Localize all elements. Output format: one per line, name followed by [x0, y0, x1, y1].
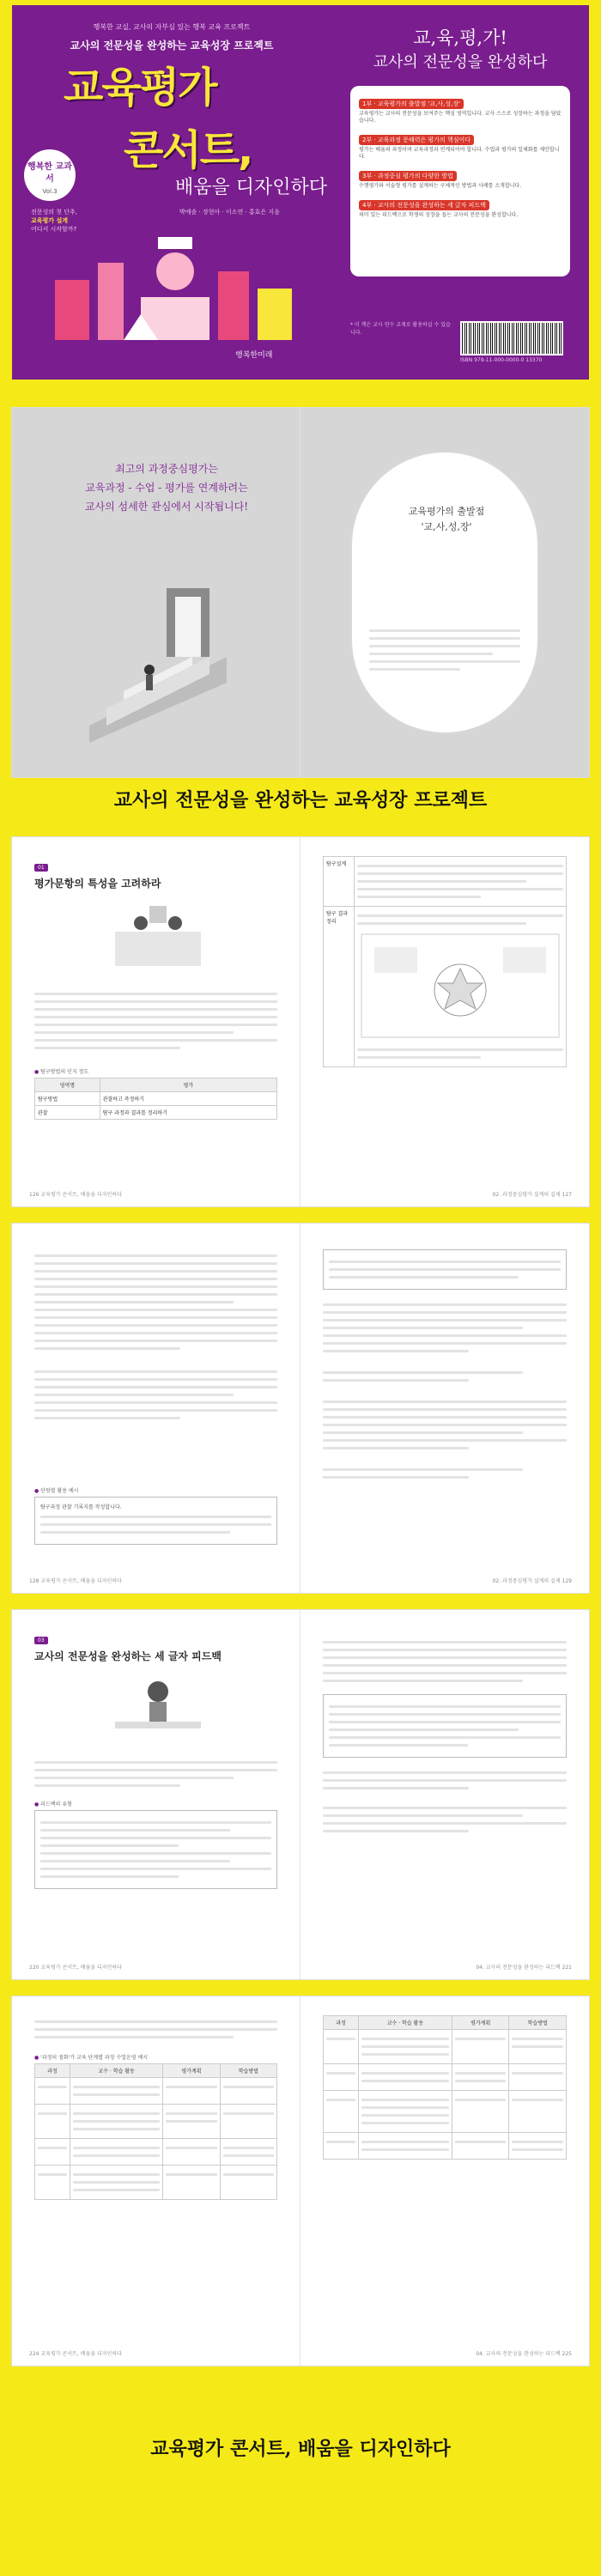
example-box: [34, 1481, 277, 1545]
quote-line: 교사의 섬세한 관심에서 시작됩니다!: [84, 501, 249, 513]
chapter-header: [34, 856, 277, 890]
right-page: [300, 1224, 589, 1593]
data-table: [34, 1078, 277, 1120]
table-title: ● '과정의 점화'가 교육 단계별 과정 수업운영 예시: [34, 2055, 149, 2061]
banner-subtitle: 교사의 전문성을 완성하는 교육성장 프로젝트: [113, 789, 488, 811]
back-item-text: 수행평가와 서술형 평가를 설계하는 구체적인 방법과 사례를 소개합니다.: [359, 183, 522, 189]
table-cell: 탐구설계: [324, 857, 355, 907]
table-header: 학습방법: [220, 2064, 276, 2078]
cover-top-text: 행복한 교실, 교사의 자부심 있는 행복 교육 프로젝트: [93, 23, 251, 31]
table-row: [324, 2030, 567, 2064]
table-cell: 관찰: [35, 1106, 100, 1120]
back-item-text: 의미 있는 피드백으로 학생의 성장을 돕는 교사의 전문성을 완성합니다.: [359, 212, 519, 218]
table-row: [324, 907, 567, 1067]
cover-note-3: 어디서 시작할까?: [31, 226, 77, 233]
back-item-tag: 2부 · 교육과정 문해력은 평가의 핵심이다: [359, 135, 474, 145]
cover-title-line3: 배움을 디자인하다: [175, 177, 328, 198]
lesson-table: [34, 2063, 277, 2200]
table-title-text: '과정의 점화'가 교육 단계별 과정 수업운영 예시: [40, 2055, 149, 2061]
table-header: 평가계획: [163, 2064, 220, 2078]
cover-subtitle: 교사의 전문성을 완성하는 교육성장 프로젝트: [70, 39, 274, 52]
folio-right: 04. 교사의 전문성을 완성하는 피드백 225: [476, 2351, 572, 2357]
folio-left: 224 교육평가 콘서트, 배움을 디자인하다: [29, 2351, 122, 2357]
table-row: [324, 2133, 567, 2160]
back-note: * 이 책은 교사 연수 교재로 활용하실 수 있습니다.: [350, 322, 451, 336]
callout-box: [323, 1694, 567, 1758]
diagram-figure: [357, 930, 563, 1042]
series-badge: [24, 149, 76, 201]
folio-right: 02. 과정중심평가 설계의 실제 127: [492, 1192, 572, 1198]
banner-title: 교육평가 콘서트, 배움을 디자인하다: [150, 2438, 451, 2460]
spread-content-2: [12, 1224, 589, 1593]
cover-note-2: 교육평가 설계: [31, 217, 69, 224]
table-header: 과정: [324, 2016, 359, 2030]
back-item-tag: 1부 · 교육평가의 출발점 '교,사,성,장': [359, 99, 464, 109]
back-item: [359, 129, 562, 161]
table-header: 평가: [100, 1078, 276, 1092]
body-text: [34, 1756, 277, 1792]
left-page: [12, 408, 300, 777]
quote-line: 교육과정 - 수업 - 평가를 연계하려는: [85, 482, 248, 494]
cover-title-line1: 교육평가: [64, 64, 216, 112]
table-cell: 탐구 과정과 결과를 정리하기: [100, 1106, 276, 1120]
cover-authors: 박예솔 · 장현아 · 이소연 · 홍효은 지음: [179, 209, 280, 216]
design-table: [323, 856, 567, 1067]
back-heading-1: 교,육,평,가!: [413, 27, 507, 48]
spread-content-1: [12, 837, 589, 1206]
cover-front: [12, 5, 331, 380]
spread-chapter-opener: [12, 408, 589, 777]
example-content: [34, 1497, 277, 1545]
cover-illustration: [46, 228, 304, 357]
opener-quote: [72, 459, 261, 516]
chapter-title-line2: '교,사,성,장': [421, 521, 472, 532]
lesson-table-block: [34, 2048, 277, 2200]
feedback-content: [34, 1810, 277, 1889]
folio-left: 220 교육평가 콘서트, 배움을 디자인하다: [29, 1965, 122, 1971]
box-label: ● 피드백의 유형: [34, 1801, 72, 1807]
staircase-illustration: [72, 554, 244, 743]
back-item: [359, 165, 562, 190]
table-label-text: 탐구방법의 인지 정도: [40, 1069, 89, 1075]
chapter-title: 평가문항의 특성을 고려하라: [34, 878, 161, 890]
box-label: ● 단원별 활용 예시: [34, 1488, 79, 1494]
cover-note-1: 전문성의 첫 단추,: [31, 209, 78, 216]
back-item: [359, 194, 562, 219]
publisher-logo: 행복한미래: [235, 351, 273, 360]
table-row: [35, 1106, 277, 1120]
table-cell: 관찰하고 측정하기: [100, 1092, 276, 1106]
callout-box: [323, 1249, 567, 1290]
body-text: [34, 2015, 277, 2044]
right-page: [300, 1610, 589, 1979]
right-page: [300, 408, 589, 777]
badge-vol: Vol.3: [42, 188, 58, 195]
right-page: [300, 1996, 589, 2366]
chapter-number: 03: [34, 1637, 48, 1644]
back-item: [359, 93, 562, 125]
feedback-box: [34, 1795, 277, 1889]
folio-left: 128 교육평가 콘서트, 배움을 디자인하다: [29, 1578, 122, 1584]
back-item-text: 교육평가는 교사의 전문성을 보여주는 핵심 영역입니다. 교사 스스로 성장하는 과정을 담았습니다.: [359, 111, 562, 124]
chapter-pill: [350, 451, 539, 734]
body-text: [323, 1636, 567, 1838]
table-label: ● 탐구방법의 인지 정도: [34, 1069, 89, 1075]
quote-line: 최고의 과정중심평가는: [115, 463, 218, 475]
figure-illustration: [106, 1670, 209, 1739]
figure-illustration: [98, 897, 218, 975]
table-header: 학습방법: [509, 2016, 567, 2030]
chapter-number: 01: [34, 864, 48, 872]
chapter-header: [34, 1629, 277, 1663]
chapter-summary: [369, 624, 520, 676]
barcode-image: [460, 321, 563, 355]
spread-content-3: [12, 1610, 589, 1979]
folio-right: 04. 교사의 전문성을 완성하는 피드백 221: [476, 1965, 572, 1971]
chapter-title: [352, 504, 541, 535]
left-page: [12, 1610, 300, 1979]
box-label-text: 피드백의 유형: [40, 1801, 72, 1807]
box-text: 탐구과정 관찰 기록지를 작성합니다.: [40, 1504, 122, 1510]
table-row: [324, 2064, 567, 2091]
chapter-title: 교사의 전문성을 완성하는 세 글자 피드백: [34, 1650, 222, 1662]
table-header: 과정: [35, 2064, 70, 2078]
left-page: [12, 1224, 300, 1593]
back-item-tag: 3부 · 과정중심 평가의 다양한 방법: [359, 171, 457, 181]
back-summary-card: [350, 86, 570, 276]
body-text: [34, 987, 277, 1054]
right-table: [323, 856, 567, 1067]
book-cover-section: [0, 0, 601, 391]
folio-left: 126 교육평가 콘서트, 배움을 디자인하다: [29, 1192, 122, 1198]
lesson-table-continued: [323, 2015, 567, 2160]
right-table-block: [323, 2015, 567, 2160]
table-block: [34, 1062, 277, 1120]
back-item-tag: 4부 · 교사의 전문성을 완성하는 세 글자 피드백: [359, 200, 489, 210]
table-cell: 탐구방법: [35, 1092, 100, 1106]
table-row: [35, 1092, 277, 1106]
isbn-text: ISBN 979-11-000-0000-0 13370: [460, 357, 543, 363]
cover-back: [331, 5, 589, 380]
left-page: [12, 1996, 300, 2366]
body-text: [323, 1249, 567, 1484]
cover-title-line2: 콘서트,: [124, 126, 252, 174]
table-header: 영역명: [35, 1078, 100, 1092]
right-page: [300, 837, 589, 1206]
spread-content-4: [12, 1996, 589, 2366]
table-row: [324, 2091, 567, 2133]
table-header: 교수 · 학습 활동: [358, 2016, 452, 2030]
table-row: [35, 2078, 277, 2105]
left-page: [12, 837, 300, 1206]
table-row: [35, 2166, 277, 2200]
box-label-text: 단원별 활용 예시: [40, 1488, 79, 1494]
folio-right: 02. 과정중심평가 설계의 실제 129: [492, 1578, 572, 1584]
back-heading-2: 교사의 전문성을 완성하다: [373, 53, 548, 71]
table-cell: [355, 907, 567, 1067]
back-item-text: 평가는 배움의 과정이며 교육과정과 연계되어야 합니다. 수업과 평가의 일체화를 제안합니다.: [359, 147, 560, 160]
table-row: [35, 2139, 277, 2166]
table-row: [35, 2105, 277, 2139]
table-header: 교수 · 학습 활동: [70, 2064, 163, 2078]
table-cell: [355, 857, 567, 907]
badge-label: 행복한 교과서: [27, 162, 72, 184]
table-header: 평가계획: [452, 2016, 509, 2030]
table-row: [324, 857, 567, 907]
chapter-title-line1: 교육평가의 출발점: [408, 506, 485, 517]
body-text: [34, 1249, 277, 1425]
table-cell: 탐구 결과 정리: [324, 907, 355, 1067]
